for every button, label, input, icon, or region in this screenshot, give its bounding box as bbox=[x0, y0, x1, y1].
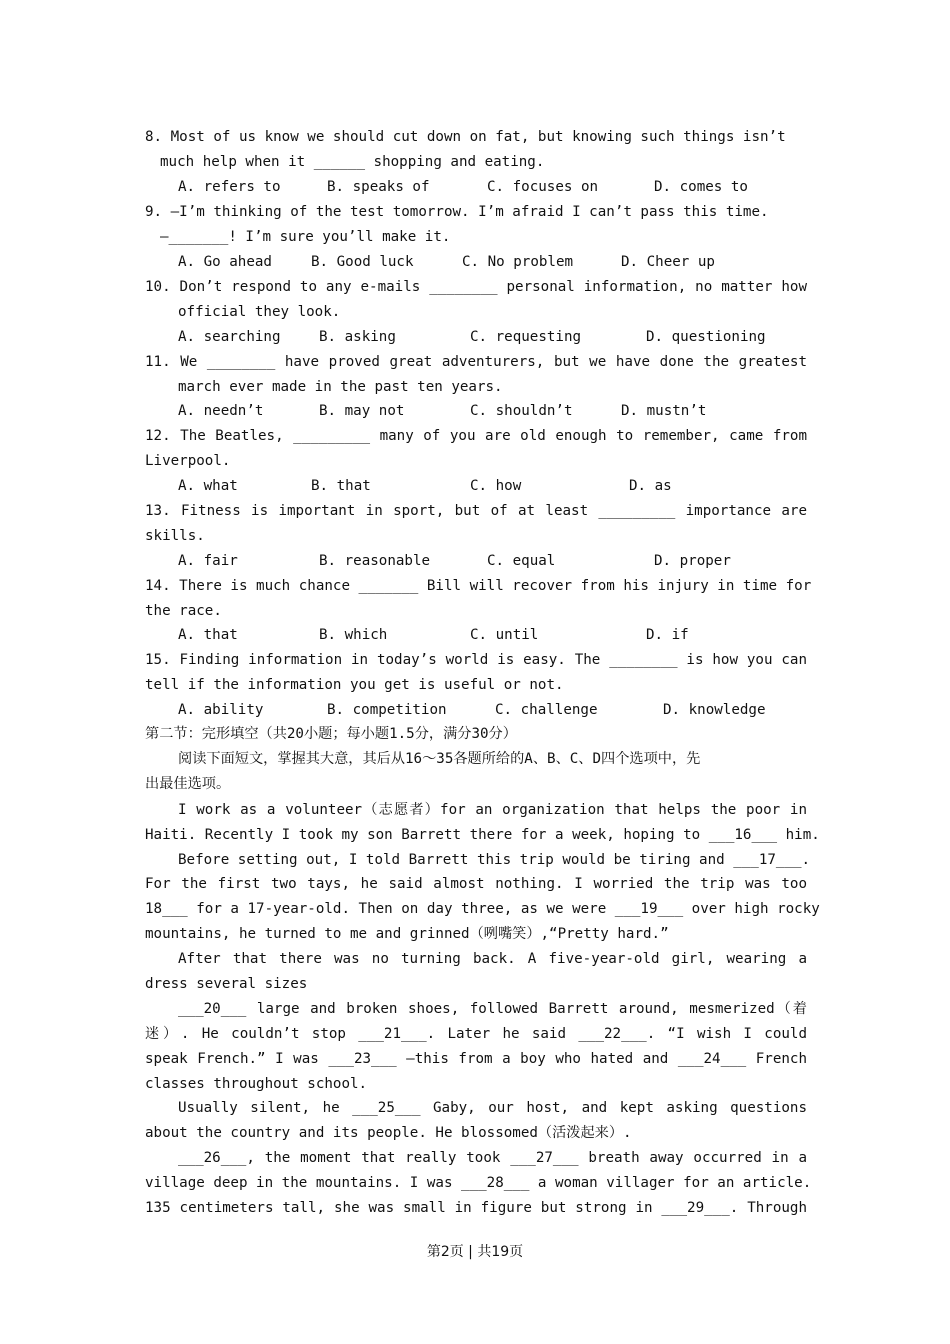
question-10-line-2: official they look. bbox=[178, 304, 341, 320]
question-8-line-1: 8. Most of us know we should cut down on fat, but knowing such things isn’t bbox=[145, 129, 786, 145]
passage-line-4: For the first two tays, he said almost nothing. I worried the trip was too bbox=[145, 876, 807, 892]
option-a: A. Go ahead bbox=[178, 254, 272, 270]
question-15-line-1: 15. Finding information in today’s world is easy. The ________ is how you can bbox=[145, 652, 807, 668]
option-c: C. equal bbox=[487, 553, 556, 569]
passage-line-12: classes throughout school. bbox=[145, 1076, 368, 1092]
option-b: B. Good luck bbox=[311, 254, 414, 270]
option-c: C. how bbox=[470, 478, 522, 494]
option-c: C. until bbox=[470, 627, 539, 643]
option-b: B. speaks of bbox=[327, 179, 430, 195]
question-13-line-1: 13. Fitness is important in sport, but of at least _________ importance are bbox=[145, 503, 807, 519]
question-14-line-1: 14. There is much chance _______ Bill will recover from his injury in time for bbox=[145, 578, 812, 594]
passage-line-8: dress several sizes bbox=[145, 976, 308, 992]
option-c: C. focuses on bbox=[487, 179, 599, 195]
section-instruction-line-2: 出最佳选项。 bbox=[145, 776, 231, 792]
question-15-options bbox=[178, 698, 807, 723]
question-14-line-2: the race. bbox=[145, 603, 222, 619]
option-c: C. shouldn’t bbox=[470, 403, 573, 419]
passage-line-3: Before setting out, I told Barrett this trip would be tiring and ___17___. bbox=[178, 852, 811, 868]
passage-line-5: 18___ for a 17-year-old. Then on day three, as we were ___19___ over high rocky bbox=[145, 901, 820, 917]
option-b: B. asking bbox=[319, 329, 396, 345]
option-b: B. reasonable bbox=[319, 553, 431, 569]
passage-line-10: 迷）. He couldn’t stop ___21___. Later he said ___22___. “I wish I could bbox=[145, 1026, 807, 1042]
option-c: C. No problem bbox=[462, 254, 574, 270]
option-b: B. which bbox=[319, 627, 388, 643]
question-15-line-2: tell if the information you get is useful or not. bbox=[145, 677, 564, 693]
passage-line-7: After that there was no turning back. A five-year-old girl, wearing a bbox=[178, 951, 807, 967]
question-9-line-2: —_______! I’m sure you’ll make it. bbox=[160, 229, 451, 245]
question-9-line-1: 9. —I’m thinking of the test tomorrow. I’m afraid I can’t pass this time. bbox=[145, 204, 769, 220]
passage-line-6: mountains, he turned to me and grinned（咧嘴笑）,“Pretty hard.” bbox=[145, 926, 669, 942]
option-d: D. questioning bbox=[646, 329, 766, 345]
question-9-options bbox=[178, 250, 807, 275]
question-13-line-2: skills. bbox=[145, 528, 205, 544]
question-12-line-1: 12. The Beatles, _________ many of you are old enough to remember, came from bbox=[145, 428, 807, 444]
option-a: A. searching bbox=[178, 329, 281, 345]
passage-line-14: about the country and its people. He blossomed（活泼起来）. bbox=[145, 1125, 632, 1141]
question-13-options bbox=[178, 549, 807, 574]
option-a: A. fair bbox=[178, 553, 238, 569]
question-10-options bbox=[178, 325, 807, 350]
option-d: D. mustn’t bbox=[621, 403, 707, 419]
option-c: C. requesting bbox=[470, 329, 582, 345]
passage-line-15: ___26___, the moment that really took ___27___ breath away occurred in a bbox=[178, 1150, 807, 1166]
option-a: A. what bbox=[178, 478, 238, 494]
option-d: D. as bbox=[629, 478, 672, 494]
section-heading: 第二节：完形填空（共20小题；每小题1.5分，满分30分） bbox=[145, 726, 517, 742]
option-d: D. if bbox=[646, 627, 689, 643]
page-footer: 第2页 | 共19页 bbox=[426, 1244, 524, 1260]
question-11-options bbox=[178, 399, 807, 424]
option-d: D. proper bbox=[654, 553, 731, 569]
option-c: C. challenge bbox=[495, 702, 598, 718]
passage-line-9: ___20___ large and broken shoes, followed Barrett around, mesmerized（着 bbox=[178, 1001, 807, 1017]
question-8-line-2: much help when it ______ shopping and eating. bbox=[160, 154, 545, 170]
question-12-options bbox=[178, 474, 807, 499]
section-instruction-line-1: 阅读下面短文，掌握其大意，其后从16～35各题所给的A、B、C、D四个选项中，先 bbox=[178, 751, 701, 767]
option-b: B. that bbox=[311, 478, 371, 494]
passage-line-17: 135 centimeters tall, she was small in figure but strong in ___29___. Through bbox=[145, 1200, 807, 1216]
option-d: D. Cheer up bbox=[621, 254, 715, 270]
option-d: D. comes to bbox=[654, 179, 748, 195]
option-a: A. refers to bbox=[178, 179, 281, 195]
option-a: A. ability bbox=[178, 702, 264, 718]
question-8-options bbox=[178, 175, 807, 200]
passage-line-2: Haiti. Recently I took my son Barrett there for a week, hoping to ___16___ him. bbox=[145, 827, 820, 843]
question-12-line-2: Liverpool. bbox=[145, 453, 231, 469]
option-a: A. needn’t bbox=[178, 403, 264, 419]
question-14-options bbox=[178, 623, 807, 648]
passage-line-13: Usually silent, he ___25___ Gaby, our host, and kept asking questions bbox=[178, 1100, 807, 1116]
question-10-line-1: 10. Don’t respond to any e-mails ________ personal information, no matter how bbox=[145, 279, 807, 295]
question-11-line-1: 11. We ________ have proved great adventurers, but we have done the greatest bbox=[145, 354, 807, 370]
question-11-line-2: march ever made in the past ten years. bbox=[178, 379, 503, 395]
option-b: B. competition bbox=[327, 702, 447, 718]
option-d: D. knowledge bbox=[663, 702, 766, 718]
passage-line-11: speak French.” I was ___23___ —this from a boy who hated and ___24___ French bbox=[145, 1051, 807, 1067]
option-a: A. that bbox=[178, 627, 238, 643]
passage-line-16: village deep in the mountains. I was ___28___ a woman villager for an article. bbox=[145, 1175, 812, 1191]
option-b: B. may not bbox=[319, 403, 405, 419]
passage-line-1: I work as a volunteer（志愿者）for an organization that helps the poor in bbox=[178, 802, 807, 818]
